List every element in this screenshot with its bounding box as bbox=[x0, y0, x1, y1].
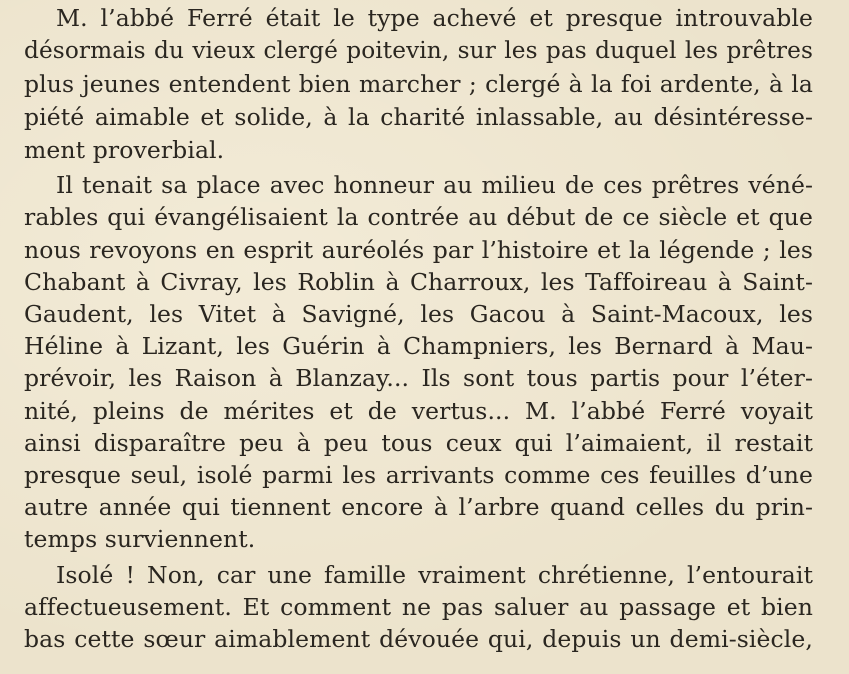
text-line: nité, pleins de mérites et de vertus... M. l’abbé Ferré voyait bbox=[24, 397, 813, 425]
text-line: ment proverbial. bbox=[24, 136, 225, 164]
text-line: Il tenait sa place avec honneur au milieu de ces prêtres véné- bbox=[56, 171, 813, 199]
text-line: Isolé ! Non, car une famille vraiment chrétienne, l’entourait bbox=[56, 561, 813, 589]
text-line: plus jeunes entendent bien marcher ; clergé à la foi ardente, à la bbox=[24, 70, 813, 98]
text-line: désormais du vieux clergé poitevin, sur les pas duquel les prêtres bbox=[24, 37, 813, 64]
text-line: Chabant à Civray, les Roblin à Charroux, les Taffoireau à Saint- bbox=[24, 268, 813, 296]
text-line: nous revoyons en esprit auréolés par l’histoire et la légende ; les bbox=[24, 236, 813, 264]
text-line: presque seul, isolé parmi les arrivants comme ces feuilles d’une bbox=[24, 461, 813, 489]
text-line: prévoir, les Raison à Blanzay... Ils sont tous partis pour l’éter- bbox=[24, 364, 813, 392]
text-line: M. l’abbé Ferré était le type achevé et presque introuvable bbox=[56, 4, 813, 32]
text-line: bas cette sœur aimablement dévouée qui, depuis un demi-siècle, bbox=[24, 625, 813, 653]
text-line: piété aimable et solide, à la charité inlassable, au désintéresse- bbox=[24, 103, 813, 131]
text-line: Gaudent, les Vitet à Savigné, les Gacou à Saint-Macoux, les bbox=[24, 300, 813, 328]
text-line: autre année qui tiennent encore à l’arbre quand celles du prin- bbox=[24, 493, 813, 521]
text-line: affectueusement. Et comment ne pas saluer au passage et bien bbox=[24, 593, 813, 621]
text-line: Héline à Lizant, les Guérin à Champniers, les Bernard à Mau- bbox=[24, 332, 813, 360]
text-line: temps surviennent. bbox=[24, 525, 256, 553]
text-line: ainsi disparaître peu à peu tous ceux qui l’aimaient, il restait bbox=[24, 429, 813, 457]
text-line: rables qui évangélisaient la contrée au début de ce siècle et que bbox=[24, 203, 813, 231]
